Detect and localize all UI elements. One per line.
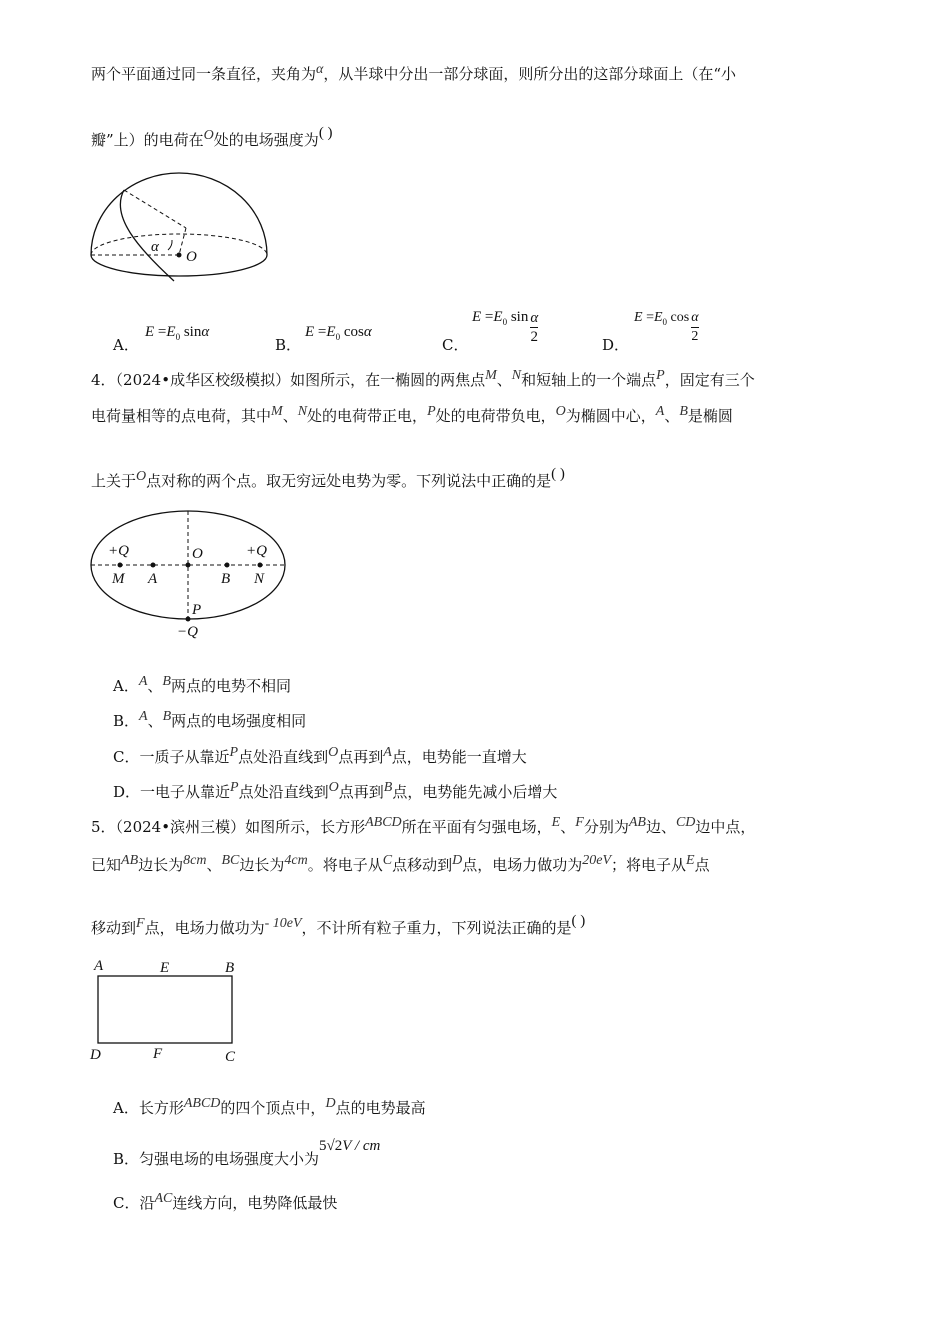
question-source: （2024•滨州三模） bbox=[115, 818, 246, 836]
c-label: C bbox=[225, 1049, 236, 1065]
o-label: O bbox=[192, 546, 203, 562]
point-n bbox=[258, 563, 263, 568]
alpha-symbol: α bbox=[316, 62, 324, 77]
minus-q-label: −Q bbox=[177, 624, 198, 640]
answer-paren: ( ) bbox=[318, 125, 333, 141]
m-label: M bbox=[112, 571, 125, 587]
b-label: B bbox=[221, 571, 231, 587]
q5-option-b[interactable]: B．匀强电场的电场强度大小为5√2V / cm bbox=[113, 1138, 381, 1168]
ellipse-figure bbox=[88, 508, 290, 648]
q5-option-a[interactable]: A．长方形ABCD的四个顶点中，D点的电势最高 bbox=[113, 1096, 426, 1117]
q4-option-a[interactable]: A．A、B两点的电势不相同 bbox=[113, 674, 291, 695]
q4-stem-line-2: 电荷量相等的点电荷，其中M、N处的电荷带正电，P处的电荷带负电，O为椭圆中心，A、B是椭圆 bbox=[91, 404, 733, 425]
a-label: A bbox=[94, 958, 104, 974]
e-label: E bbox=[160, 960, 170, 976]
cut-plane-front bbox=[120, 190, 174, 281]
answer-paren: ( ) bbox=[571, 913, 586, 929]
q3-option-c-formula: $E =E_0$ sin $\frac{\alpha}{2}$ bbox=[472, 308, 539, 345]
o-label: O bbox=[186, 249, 197, 265]
q4-stem-line-3: 上关于O点对称的两个点。取无穷远处电势为零。下列说法中正确的是( ) bbox=[91, 466, 565, 490]
q3-option-c[interactable]: C． bbox=[442, 336, 469, 354]
plus-q-right-label: +Q bbox=[246, 543, 267, 559]
q3-option-a-formula: $E =E_0$ sinα bbox=[145, 324, 210, 342]
rectangle-abcd bbox=[98, 976, 232, 1043]
q3-option-b[interactable]: B． bbox=[275, 336, 302, 354]
b-label: B bbox=[225, 960, 235, 976]
base-ellipse-back bbox=[91, 234, 267, 255]
p-label: P bbox=[192, 602, 202, 618]
q4-option-d[interactable]: D．一电子从靠近P点处沿直线到O点再到B点，电势能先减小后增大 bbox=[113, 780, 558, 801]
q5-stem-line-3: 移动到F点，电场力做功为- 10eV，不计所有粒子重力，下列说法正确的是( ) bbox=[91, 913, 586, 937]
hemisphere-outline bbox=[91, 173, 267, 255]
hemisphere-figure bbox=[88, 168, 270, 284]
center-point bbox=[177, 253, 182, 258]
q5-stem-line-1: 5．（2024•滨州三模）如图所示，长方形ABCD所在平面有匀强电场，E、F分别为AB边、CD边中点， bbox=[91, 815, 756, 836]
f-label: F bbox=[153, 1046, 163, 1062]
point-o bbox=[186, 563, 191, 568]
sqrt-symbol: √2 bbox=[326, 1138, 343, 1154]
q3-option-d[interactable]: D． bbox=[602, 336, 630, 354]
rectangle-figure bbox=[88, 955, 248, 1067]
angle-arc bbox=[168, 240, 172, 250]
q3-option-d-formula: $E =E_0$ cos $\frac{\alpha}{2}$ bbox=[634, 309, 699, 344]
q3-stem-line-2: 瓣”上）的电荷在O处的电场强度为( ) bbox=[91, 125, 333, 149]
a-label: A bbox=[148, 571, 158, 587]
answer-paren: ( ) bbox=[551, 466, 565, 482]
point-a bbox=[151, 563, 156, 568]
question-number: 4． bbox=[91, 371, 116, 389]
n-label: N bbox=[254, 571, 265, 587]
q4-stem-line-1: 4．（2024•成华区校级模拟）如图所示，在一椭圆的两焦点M、N和短轴上的一个端点P，固定有三个 bbox=[91, 368, 755, 389]
point-p bbox=[186, 617, 191, 622]
point-b bbox=[225, 563, 230, 568]
point-m bbox=[118, 563, 123, 568]
q3-option-b-formula: $E =E_0$ cosα bbox=[305, 324, 372, 342]
base-ellipse-front bbox=[91, 255, 267, 276]
question-number: 5． bbox=[91, 818, 116, 836]
cut-plane-back bbox=[124, 190, 186, 228]
q3-option-a[interactable]: A． bbox=[113, 336, 139, 354]
q5-stem-line-2: 已知AB边长为8cm、BC边长为4cm。将电子从C点移动到D点，电场力做功为20eV；将电子从E点 bbox=[91, 853, 710, 874]
plus-q-left-label: +Q bbox=[108, 543, 129, 559]
q4-option-b[interactable]: B．A、B两点的电场强度相同 bbox=[113, 709, 307, 730]
q4-option-c[interactable]: C．一质子从靠近P点处沿直线到O点再到A点，电势能一直增大 bbox=[113, 745, 527, 766]
d-label: D bbox=[90, 1047, 101, 1063]
q3-stem-line-1: 两个平面通过同一条直径，夹角为α，从半球中分出一部分球面，则所分出的这部分球面上（在“小 bbox=[91, 62, 737, 83]
radius-dashed bbox=[179, 228, 186, 255]
alpha-label: α bbox=[151, 239, 159, 255]
question-source: （2024•成华区校级模拟） bbox=[115, 371, 291, 389]
q5-option-c[interactable]: C．沿AC连线方向，电势降低最快 bbox=[113, 1191, 338, 1212]
